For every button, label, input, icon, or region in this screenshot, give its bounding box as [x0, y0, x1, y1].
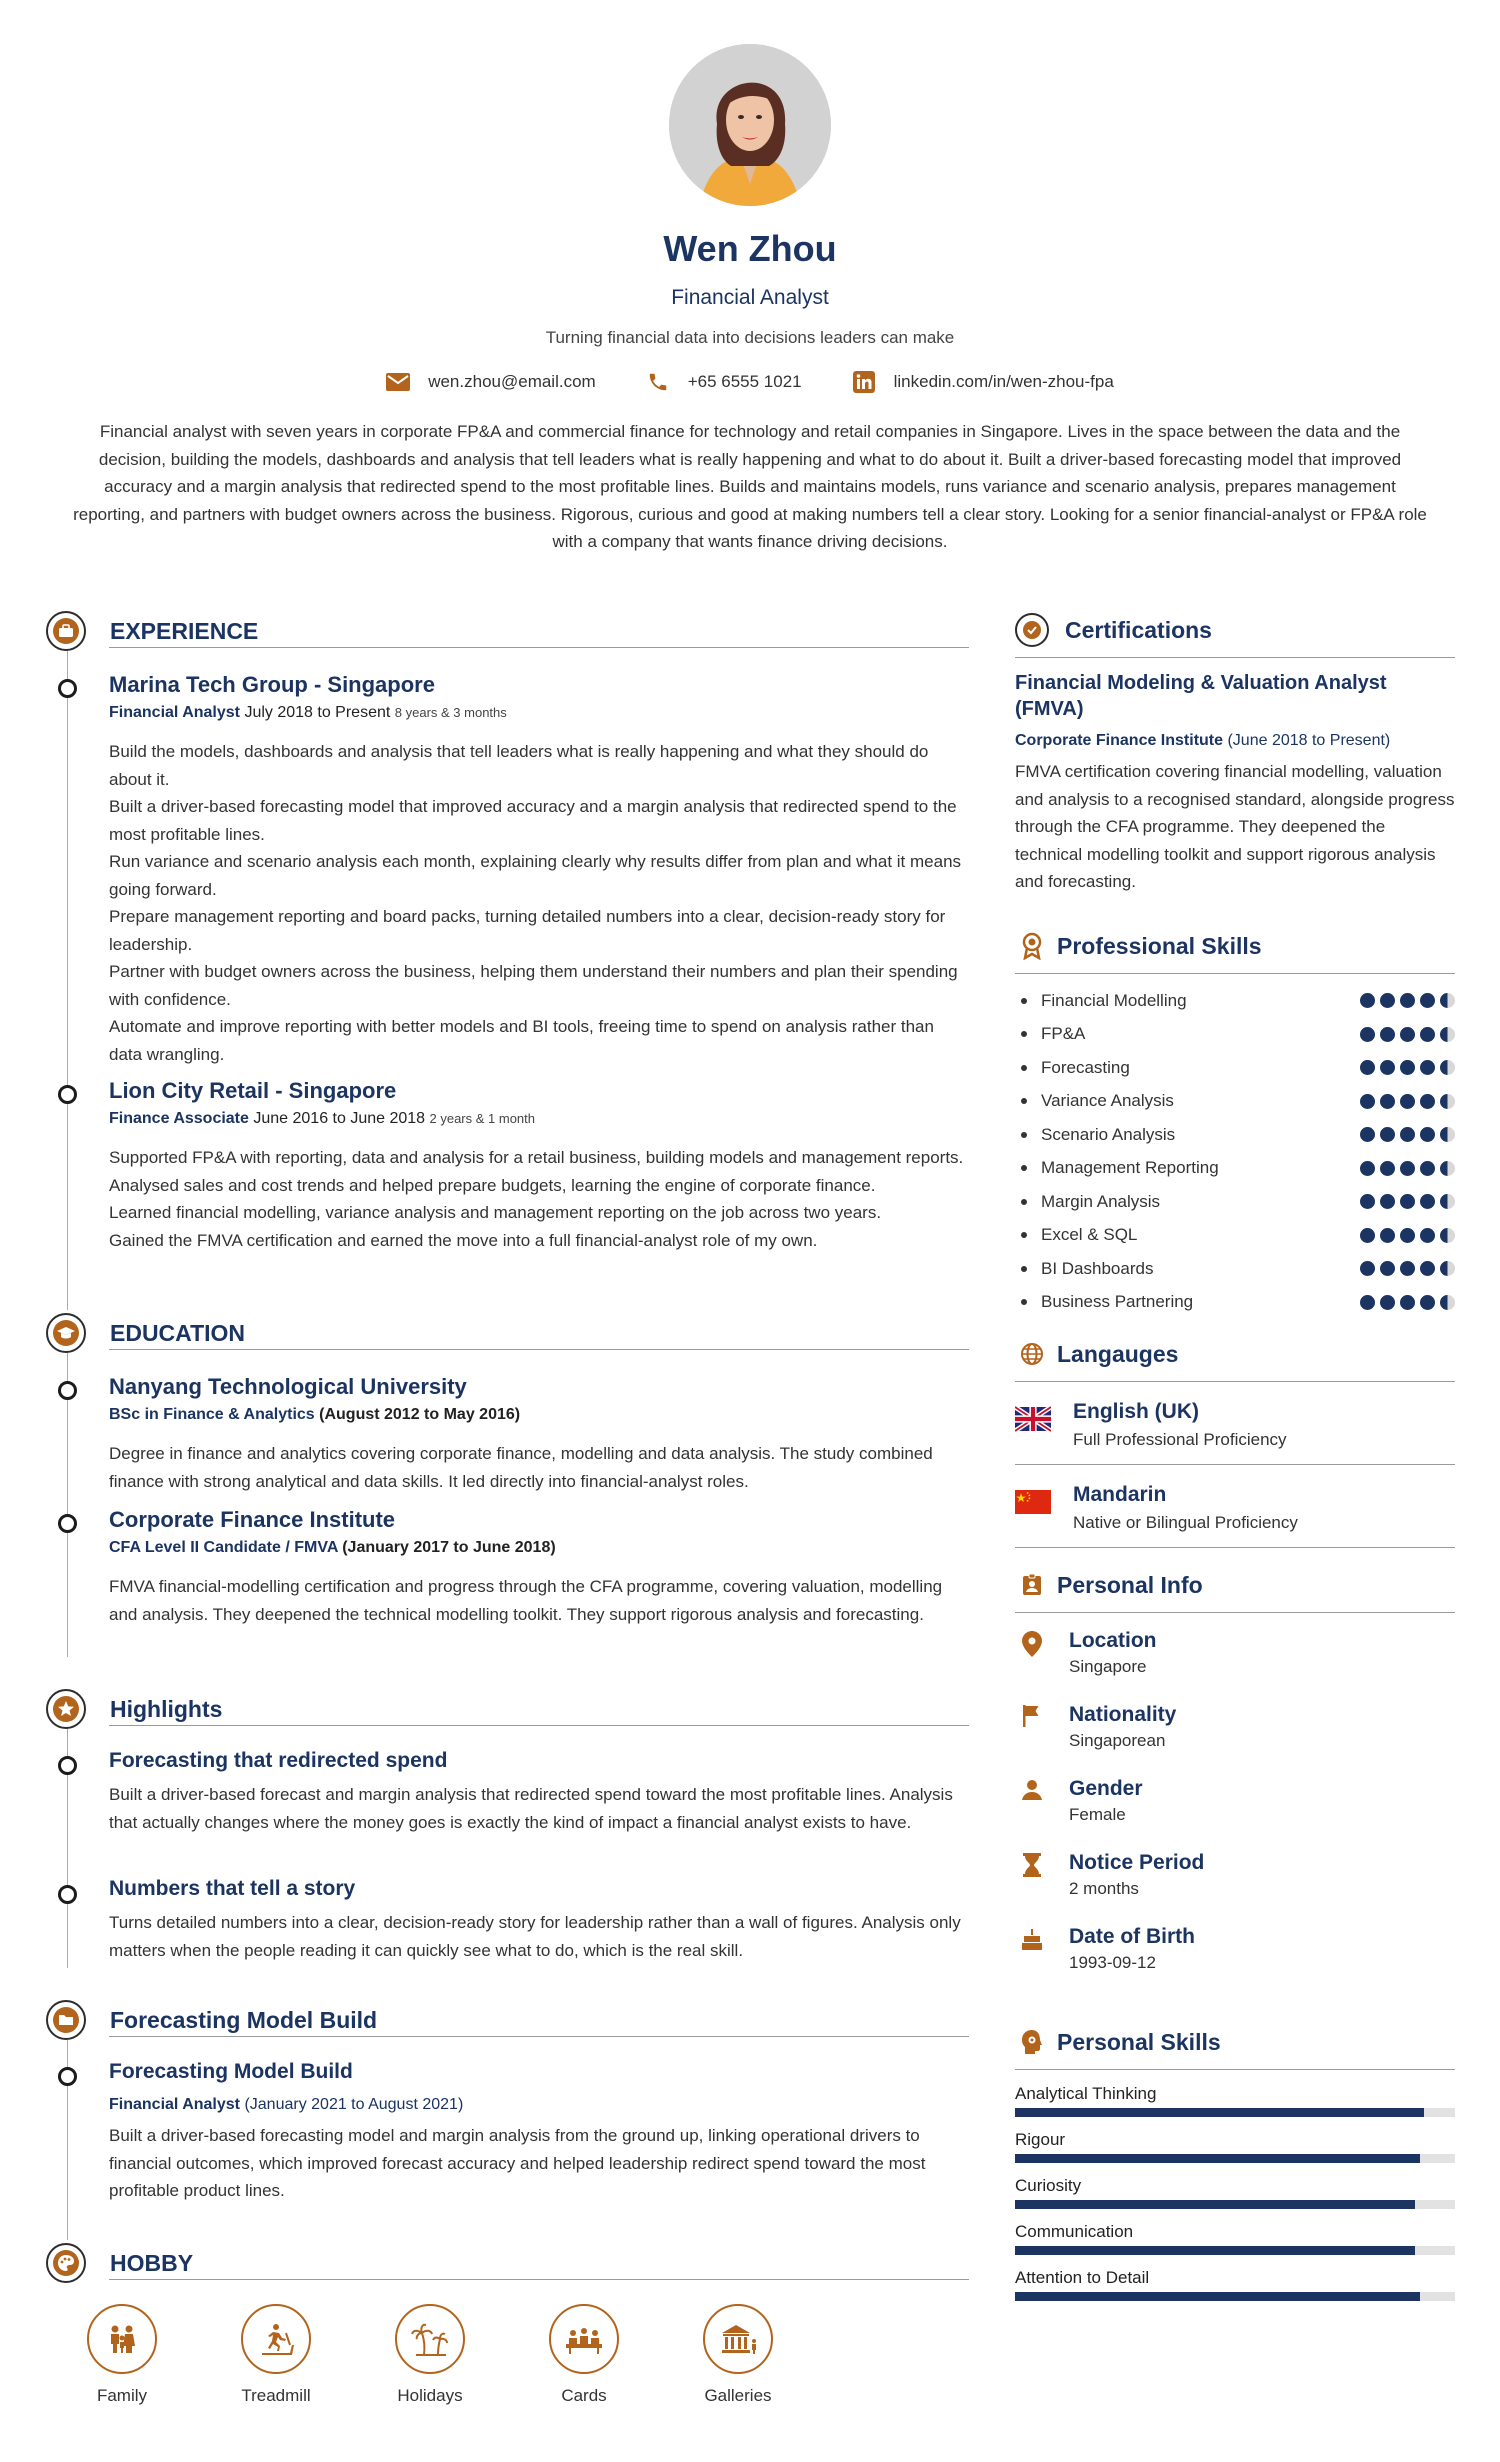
- skill-label: Business Partnering: [1015, 1292, 1193, 1312]
- certification-name: Financial Modeling & Valuation Analyst (FMVA): [1015, 672, 1387, 720]
- info-nationality: Nationality Singaporean: [1015, 1699, 1455, 1773]
- phone-text: +65 6555 1021: [687, 372, 802, 391]
- candidate-title: Financial Analyst: [671, 286, 829, 309]
- rating-dot: [1380, 1194, 1395, 1209]
- language-mandarin: Mandarin Native or Bilingual Proficiency: [1015, 1465, 1455, 1548]
- skill-bar-track: [1015, 2108, 1455, 2117]
- person-icon: [1015, 1779, 1049, 1801]
- rating-dot: [1400, 1027, 1415, 1042]
- skill-bar-fill: [1015, 2246, 1415, 2255]
- skill-bar-track: [1015, 2292, 1455, 2301]
- skill-bar-label: Curiosity: [1015, 2176, 1082, 2195]
- education-description: FMVA financial-modelling certification and progress through the CFA programme, covering valuation, modelling and analysis. They deepened the technical modelling toolkit. They support rigorous analysis and forecasting.: [109, 1577, 943, 1624]
- candidate-name: Wen Zhou: [663, 228, 837, 269]
- rating-dot: [1400, 1127, 1415, 1142]
- timeline-dot: [58, 1885, 77, 1904]
- rating-dot: [1360, 993, 1375, 1008]
- linkedin-icon: [852, 370, 876, 394]
- rating-dot: [1380, 1060, 1395, 1075]
- education-meta: CFA Level II Candidate / FMVA (January 2017 to June 2018): [109, 1539, 556, 1556]
- rating-dot: [1360, 1094, 1375, 1109]
- list-item: Automate and improve reporting with better models and BI tools, freeing time to spend on analysis rather than data wrangling.: [109, 1017, 934, 1064]
- id-card-icon: [1015, 1568, 1049, 1602]
- folder-icon: [46, 2000, 86, 2040]
- skill-rating: [1360, 1295, 1455, 1310]
- skill-bar-label: Attention to Detail: [1015, 2268, 1150, 2287]
- rating-dot: [1440, 1161, 1455, 1176]
- languages-section: [1015, 1337, 1455, 1548]
- skill-label: Excel & SQL: [1015, 1225, 1137, 1245]
- skill-label: BI Dashboards: [1015, 1259, 1153, 1279]
- timeline-dot: [58, 1085, 77, 1104]
- skill-bar: [1015, 2084, 1455, 2130]
- job-entry: [109, 672, 969, 1068]
- candidate-tagline: Turning financial data into decisions leaders can make: [545, 328, 955, 347]
- experience-timeline: [67, 650, 68, 1310]
- info-gender: Gender Female: [1015, 1773, 1455, 1847]
- personal-info-heading: Personal Info: [1015, 1568, 1455, 1602]
- skill-bar-label: Rigour: [1015, 2130, 1066, 2149]
- project-description: Built a driver-based forecasting model and margin analysis from the ground up, linking operational drivers to financial outcomes, which improved forecast accuracy and helped leadership redirect spend toward the most profitable product lines.: [109, 2126, 926, 2200]
- job-meta: Finance Associate June 2016 to June 2018 2 years & 1 month: [109, 1110, 535, 1127]
- rating-dot: [1420, 1261, 1435, 1276]
- personal-info-list: [1015, 1625, 1455, 1995]
- timeline-dot: [58, 1381, 77, 1400]
- skill-row: [1015, 1118, 1455, 1152]
- professional-skills-heading: Professional Skills: [1015, 929, 1455, 963]
- rating-dot: [1420, 1027, 1435, 1042]
- email-text: wen.zhou@email.com: [428, 372, 596, 391]
- school-name: Nanyang Technological University: [109, 1374, 467, 1399]
- education-entry: [109, 1374, 969, 1495]
- rating-dot: [1400, 1094, 1415, 1109]
- skill-rating: [1360, 1094, 1455, 1109]
- skill-label: Financial Modelling: [1015, 991, 1187, 1011]
- family-icon: [87, 2304, 157, 2374]
- job-bullets: [109, 738, 969, 1068]
- experience-heading: EXPERIENCE: [46, 611, 258, 651]
- palm-tree-icon: [395, 2304, 465, 2374]
- section-divider: [1015, 657, 1455, 658]
- company-name: Lion City Retail - Singapore: [109, 1078, 397, 1103]
- linkedin-text: linkedin.com/in/wen-zhou-fpa: [893, 372, 1114, 391]
- list-item: Built a driver-based forecasting model that improved accuracy and a margin analysis that redirected spend to the most profitable lines.: [109, 797, 957, 844]
- timeline-dot: [58, 679, 77, 698]
- rating-dot: [1380, 993, 1395, 1008]
- certification-issuer: Corporate Finance Institute (June 2018 to Present): [1015, 732, 1391, 749]
- rating-dot: [1360, 1060, 1375, 1075]
- education-entry: [109, 1507, 969, 1628]
- skill-label: FP&A: [1015, 1024, 1085, 1044]
- professional-skills-list: [1015, 984, 1455, 1319]
- professional-skills-section: [1015, 929, 1455, 1319]
- skill-bar-track: [1015, 2246, 1455, 2255]
- rating-dot: [1400, 1228, 1415, 1243]
- timeline-dot: [58, 1514, 77, 1533]
- personal-skills-heading: Personal Skills: [1015, 2025, 1455, 2059]
- list-item: Analysed sales and cost trends and helped prepare budgets, learning the engine of corporate finance.: [109, 1175, 876, 1195]
- project-heading: Forecasting Model Build: [46, 2000, 377, 2040]
- language-english: English (UK) Full Professional Proficiency: [1015, 1382, 1455, 1465]
- rating-dot: [1440, 1261, 1455, 1276]
- skill-bar: [1015, 2222, 1455, 2268]
- uk-flag-icon: [1015, 1406, 1051, 1432]
- rating-dot: [1440, 1194, 1455, 1209]
- rating-dot: [1360, 1194, 1375, 1209]
- briefcase-icon: [46, 611, 86, 651]
- section-divider: [1015, 1612, 1455, 1613]
- email-contact[interactable]: [386, 370, 596, 394]
- certification-description: FMVA certification covering financial modelling, valuation and analysis to a recognised standard, alongside progress through the CFA programme. They deepened the technical modelling toolkit and support rigorous analysis and forecasting.: [1015, 762, 1455, 891]
- hobby-treadmill: Treadmill: [226, 2304, 326, 2406]
- rating-dot: [1420, 1161, 1435, 1176]
- hourglass-icon: [1015, 1853, 1049, 1877]
- highlight-title: Numbers that tell a story: [109, 1877, 356, 1900]
- rating-dot: [1420, 1060, 1435, 1075]
- contact-row: [0, 370, 1500, 394]
- rating-dot: [1420, 1295, 1435, 1310]
- phone-icon: [646, 370, 670, 394]
- rating-dot: [1440, 1127, 1455, 1142]
- skill-rating: [1360, 1060, 1455, 1075]
- linkedin-contact[interactable]: [852, 370, 1114, 394]
- list-item: Run variance and scenario analysis each month, explaining clearly why results differ from plan and what it means going forward.: [109, 852, 962, 899]
- list-item: Build the models, dashboards and analysis that tell leaders what is really happening and what they should do about it.: [109, 742, 929, 789]
- hobby-cards: Cards: [534, 2304, 634, 2406]
- rating-dot: [1440, 1228, 1455, 1243]
- phone-contact[interactable]: [646, 370, 802, 394]
- list-item: Supported FP&A with reporting, data and analysis for a retail business, building models and management reports.: [109, 1148, 964, 1167]
- head-gear-icon: [1015, 2025, 1049, 2059]
- rating-dot: [1380, 1027, 1395, 1042]
- timeline-dot: [58, 2067, 77, 2086]
- skill-label: Variance Analysis: [1015, 1091, 1174, 1111]
- award-ribbon-icon: [1015, 929, 1049, 963]
- certifications-section: [1015, 613, 1455, 896]
- rating-dot: [1360, 1161, 1375, 1176]
- list-item: Learned financial modelling, variance analysis and management reporting on the job across two years.: [109, 1203, 882, 1222]
- highlight-description: Turns detailed numbers into a clear, decision-ready story for leadership rather than a wall of figures. Analysis only matters when the people reading it can quickly see what to do, which is the real skill.: [109, 1913, 961, 1960]
- rating-dot: [1400, 1161, 1415, 1176]
- info-location: Location Singapore: [1015, 1625, 1455, 1699]
- job-meta: Financial Analyst July 2018 to Present 8 years & 3 months: [109, 704, 507, 721]
- skill-rating: [1360, 1261, 1455, 1276]
- personal-info-section: [1015, 1568, 1455, 1995]
- highlight-description: Built a driver-based forecast and margin analysis that redirected spend toward the most profitable lines. Analysis that actually changes where the money goes is exactly the kind of impact a financial analyst exists to have.: [109, 1785, 953, 1832]
- certifications-heading: Certifications: [1015, 613, 1455, 647]
- languages-heading: Langauges: [1015, 1337, 1455, 1371]
- skill-rating: [1360, 1161, 1455, 1176]
- personal-skills-section: [1015, 2025, 1455, 2314]
- skill-bar-fill: [1015, 2200, 1415, 2209]
- resume-header: [0, 44, 1500, 394]
- skill-label: Management Reporting: [1015, 1158, 1219, 1178]
- skill-bar-fill: [1015, 2108, 1424, 2117]
- rating-dot: [1400, 1060, 1415, 1075]
- section-divider: [109, 2279, 969, 2280]
- rating-dot: [1360, 1127, 1375, 1142]
- job-entry: [109, 1078, 969, 1254]
- skill-bar-fill: [1015, 2292, 1420, 2301]
- rating-dot: [1420, 1194, 1435, 1209]
- project-entry: [109, 2060, 969, 2205]
- location-pin-icon: [1015, 1631, 1049, 1657]
- skill-bar-label: Analytical Thinking: [1015, 2084, 1157, 2103]
- info-date-of-birth: Date of Birth 1993-09-12: [1015, 1921, 1455, 1995]
- rating-dot: [1440, 993, 1455, 1008]
- rating-dot: [1360, 1228, 1375, 1243]
- job-bullets: [109, 1144, 969, 1254]
- rating-dot: [1420, 993, 1435, 1008]
- skill-row: [1015, 984, 1455, 1018]
- rating-dot: [1380, 1261, 1395, 1276]
- project-title: Forecasting Model Build: [109, 2060, 353, 2083]
- highlight-title: Forecasting that redirected spend: [109, 1749, 448, 1772]
- rating-dot: [1420, 1127, 1435, 1142]
- school-name: Corporate Finance Institute: [109, 1507, 396, 1532]
- education-meta: BSc in Finance & Analytics (August 2012 to May 2016): [109, 1406, 521, 1423]
- section-divider: [109, 1349, 969, 1350]
- rating-dot: [1400, 1194, 1415, 1209]
- rating-dot: [1400, 1261, 1415, 1276]
- education-description: Degree in finance and analytics covering corporate finance, modelling and data analysis. The study combined finance with strong analytical and data skills. It led directly into financial-analyst roles.: [109, 1444, 933, 1491]
- skill-row: [1015, 1051, 1455, 1085]
- highlight-entry: [109, 1749, 969, 1836]
- profile-photo: [669, 44, 831, 206]
- skill-row: [1015, 1252, 1455, 1286]
- rating-dot: [1420, 1094, 1435, 1109]
- section-divider: [1015, 2069, 1455, 2070]
- section-divider: [109, 1725, 969, 1726]
- certificate-badge-icon: [1015, 613, 1049, 647]
- list-item: Prepare management reporting and board packs, turning detailed numbers into a clear, decision-ready story for leadership.: [109, 907, 946, 954]
- rating-dot: [1440, 1060, 1455, 1075]
- rating-dot: [1440, 1295, 1455, 1310]
- cake-icon: [1015, 1927, 1049, 1951]
- skill-bar-label: Communication: [1015, 2222, 1134, 2241]
- personal-skills-list: [1015, 2084, 1455, 2314]
- rating-dot: [1380, 1161, 1395, 1176]
- skill-bar: [1015, 2176, 1455, 2222]
- rating-dot: [1400, 1295, 1415, 1310]
- project-meta: Financial Analyst (January 2021 to August 2021): [109, 2096, 464, 2113]
- skill-bar-track: [1015, 2154, 1455, 2163]
- hobby-holidays: Holidays: [380, 2304, 480, 2406]
- museum-icon: [703, 2304, 773, 2374]
- skill-bar: [1015, 2130, 1455, 2176]
- rating-dot: [1420, 1228, 1435, 1243]
- graduation-cap-icon: [46, 1313, 86, 1353]
- company-name: Marina Tech Group - Singapore: [109, 672, 435, 697]
- email-icon: [386, 370, 410, 394]
- skill-rating: [1360, 1027, 1455, 1042]
- star-badge-icon: [46, 1689, 86, 1729]
- profile-summary: Financial analyst with seven years in corporate FP&A and commercial finance for technology and retail companies in Singapore. Lives in the space between the data and the decision, building the models, dashboards and analysis that tell leaders what is really happening and what to do about it. Built a driver-based forecasting model that improved accuracy and a margin analysis that redirected spend to the most profitable lines. Builds and maintains models, runs variance and scenario analysis, prepares management reporting, and partners with budget owners across the business. Rigorous, curious and good at making numbers tell a clear story. Looking for a senior financial-analyst or FP&A role with a company that wants finance driving decisions.: [73, 422, 1427, 551]
- treadmill-icon: [241, 2304, 311, 2374]
- globe-icon: [1015, 1337, 1049, 1371]
- skill-rating: [1360, 1194, 1455, 1209]
- section-divider: [1015, 973, 1455, 974]
- rating-dot: [1440, 1027, 1455, 1042]
- list-item: Gained the FMVA certification and earned the move into a full financial-analyst role of my own.: [109, 1230, 818, 1250]
- skill-row: [1015, 1219, 1455, 1253]
- skill-row: [1015, 1152, 1455, 1186]
- rating-dot: [1380, 1127, 1395, 1142]
- rating-dot: [1360, 1027, 1375, 1042]
- skill-bar: [1015, 2268, 1455, 2314]
- skill-label: Scenario Analysis: [1015, 1125, 1175, 1145]
- palette-icon: [46, 2243, 86, 2283]
- rating-dot: [1440, 1094, 1455, 1109]
- highlights-heading: Highlights: [46, 1689, 222, 1729]
- skill-label: Forecasting: [1015, 1058, 1130, 1078]
- hobby-family: Family: [72, 2304, 172, 2406]
- skill-rating: [1360, 1228, 1455, 1243]
- rating-dot: [1380, 1228, 1395, 1243]
- highlight-entry: [109, 1877, 969, 1964]
- skill-row: [1015, 1286, 1455, 1320]
- section-divider: [109, 2036, 969, 2037]
- skill-bar-fill: [1015, 2154, 1420, 2163]
- section-divider: [109, 647, 969, 648]
- rating-dot: [1400, 993, 1415, 1008]
- flag-icon: [1015, 1705, 1049, 1727]
- list-item: Partner with budget owners across the business, helping them understand their numbers and plan their spending with confidence.: [109, 962, 958, 1009]
- skill-bar-track: [1015, 2200, 1455, 2209]
- timeline-dot: [58, 1756, 77, 1775]
- rating-dot: [1380, 1094, 1395, 1109]
- rating-dot: [1360, 1261, 1375, 1276]
- card-players-icon: [549, 2304, 619, 2374]
- skill-label: Margin Analysis: [1015, 1192, 1160, 1212]
- skill-row: [1015, 1185, 1455, 1219]
- skill-rating: [1360, 993, 1455, 1008]
- info-notice-period: Notice Period 2 months: [1015, 1847, 1455, 1921]
- skill-row: [1015, 1018, 1455, 1052]
- china-flag-icon: [1015, 1489, 1051, 1515]
- hobby-galleries: Galleries: [688, 2304, 788, 2406]
- rating-dot: [1360, 1295, 1375, 1310]
- skill-rating: [1360, 1127, 1455, 1142]
- hobby-heading: HOBBY: [46, 2243, 193, 2283]
- education-heading: EDUCATION: [46, 1313, 245, 1353]
- rating-dot: [1380, 1295, 1395, 1310]
- skill-row: [1015, 1085, 1455, 1119]
